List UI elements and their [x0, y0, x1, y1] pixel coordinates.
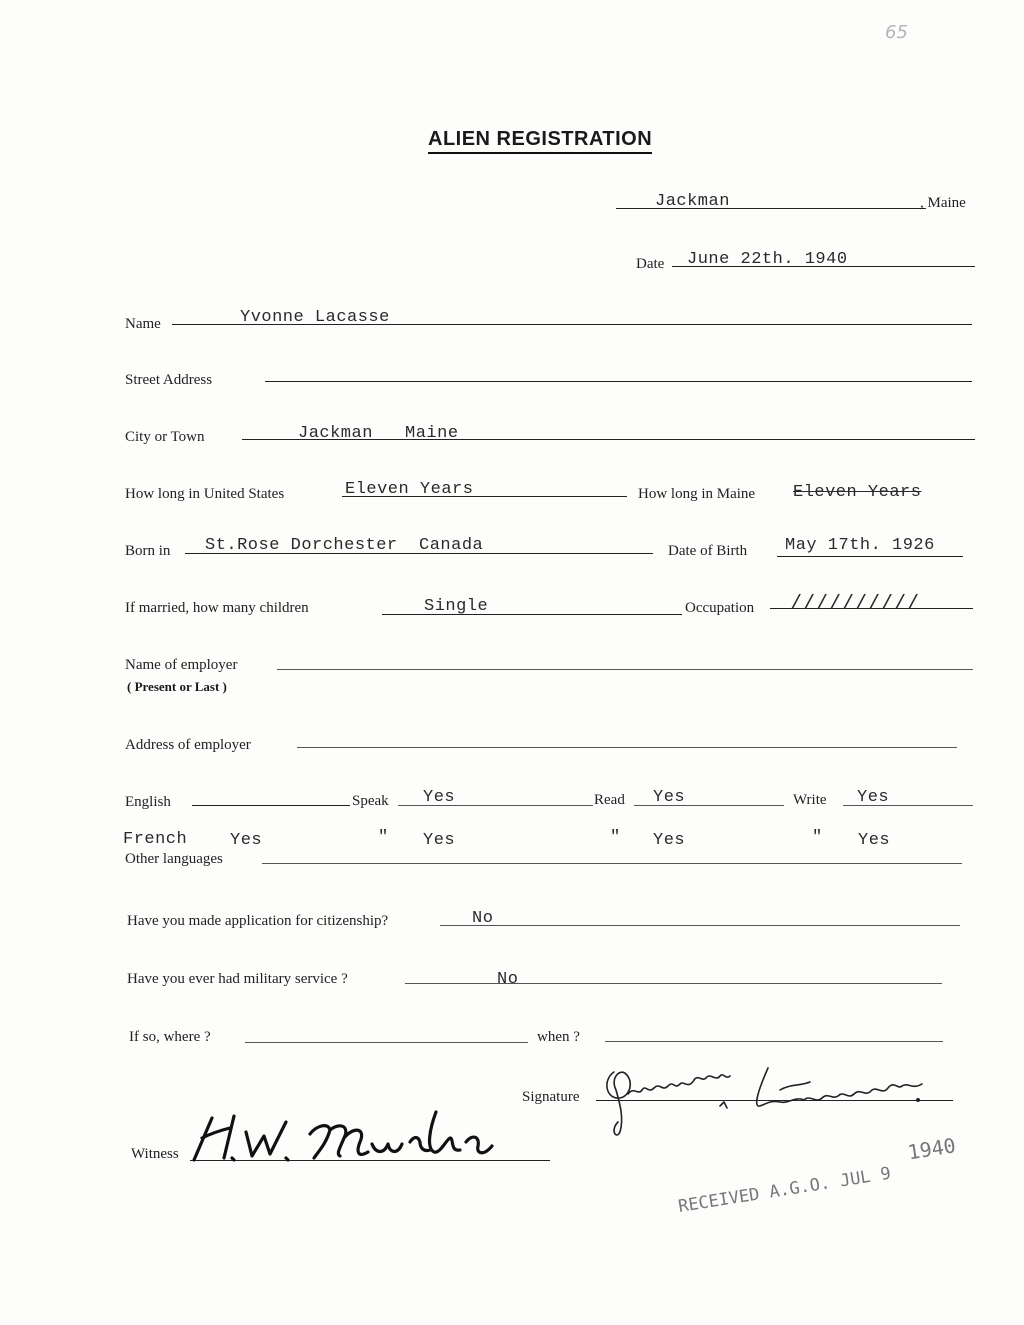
english-line — [192, 805, 350, 806]
date-of-birth-value: May 17th. 1926 — [785, 536, 935, 555]
state-label: , Maine — [920, 195, 966, 211]
military-label: Have you ever had military service ? — [127, 971, 348, 987]
read-label: Read — [594, 792, 625, 808]
other-languages-label: Other languages — [125, 851, 223, 867]
english-label: English — [125, 794, 171, 810]
military-line — [405, 983, 942, 984]
when-label: when ? — [537, 1029, 580, 1045]
how-long-us-value: Eleven Years — [345, 480, 474, 499]
employer-name-line — [277, 669, 973, 670]
date-value: June 22th. 1940 — [687, 250, 848, 269]
write-label: Write — [793, 792, 827, 808]
ditto-mark-read: " — [610, 828, 621, 847]
citizenship-label: Have you made application for citizenship? — [127, 913, 389, 929]
where-line — [245, 1042, 528, 1043]
french-write-value: Yes — [858, 831, 891, 850]
citizenship-line — [440, 925, 960, 926]
corner-pencil-mark: 65 — [885, 22, 908, 43]
english-read-value: Yes — [653, 788, 686, 807]
military-value: No — [497, 970, 519, 989]
signature-handwriting — [600, 1060, 940, 1140]
date-of-birth-line — [777, 556, 963, 557]
signature-label: Signature — [522, 1089, 580, 1105]
city-value: Jackman Maine — [298, 424, 459, 443]
ditto-mark-write: " — [812, 828, 823, 847]
occupation-value: ////////// — [790, 593, 921, 616]
when-line — [605, 1041, 943, 1042]
name-label: Name — [125, 316, 161, 332]
city-label: City or Town — [125, 429, 205, 445]
how-long-maine-label: How long in Maine — [638, 486, 756, 502]
how-long-us-label: How long in United States — [125, 486, 285, 502]
other-languages-line — [262, 863, 962, 864]
speak-label: Speak — [352, 793, 389, 809]
children-label: If married, how many children — [125, 600, 309, 616]
where-label: If so, where ? — [129, 1029, 211, 1045]
employer-name-sublabel: ( Present or Last ) — [127, 679, 227, 694]
employer-address-line — [297, 747, 957, 748]
how-long-maine-value: Eleven Years — [793, 483, 922, 502]
born-in-value: St.Rose Dorchester Canada — [205, 536, 484, 555]
english-write-value: Yes — [857, 788, 890, 807]
street-address-line — [265, 381, 972, 382]
occupation-label: Occupation — [685, 600, 755, 616]
french-read-value: Yes — [653, 831, 686, 850]
page-title: ALIEN REGISTRATION — [428, 128, 652, 154]
french-label: French — [123, 830, 188, 849]
english-speak-value: Yes — [423, 788, 456, 807]
date-of-birth-label: Date of Birth — [668, 543, 748, 559]
received-stamp — [676, 1133, 960, 1217]
name-value: Yvonne Lacasse — [240, 308, 390, 327]
born-in-label: Born in — [125, 543, 171, 559]
citizenship-value: No — [472, 909, 494, 928]
ditto-mark-speak: " — [378, 828, 389, 847]
date-label: Date — [636, 256, 665, 272]
town-value: Jackman — [655, 192, 730, 211]
french-speak-value: Yes — [423, 831, 456, 850]
witness-handwriting — [190, 1108, 500, 1168]
received-stamp-text: RECEIVED A.G.O. JUL 9 — [676, 1163, 893, 1217]
employer-address-label: Address of employer — [125, 737, 251, 753]
witness-label: Witness — [131, 1146, 179, 1162]
street-address-label: Street Address — [125, 372, 213, 388]
employer-name-label: Name of employer — [125, 657, 238, 673]
french-value: Yes — [230, 831, 263, 850]
children-value: Single — [424, 597, 489, 616]
received-stamp-year: 1940 — [906, 1133, 958, 1165]
